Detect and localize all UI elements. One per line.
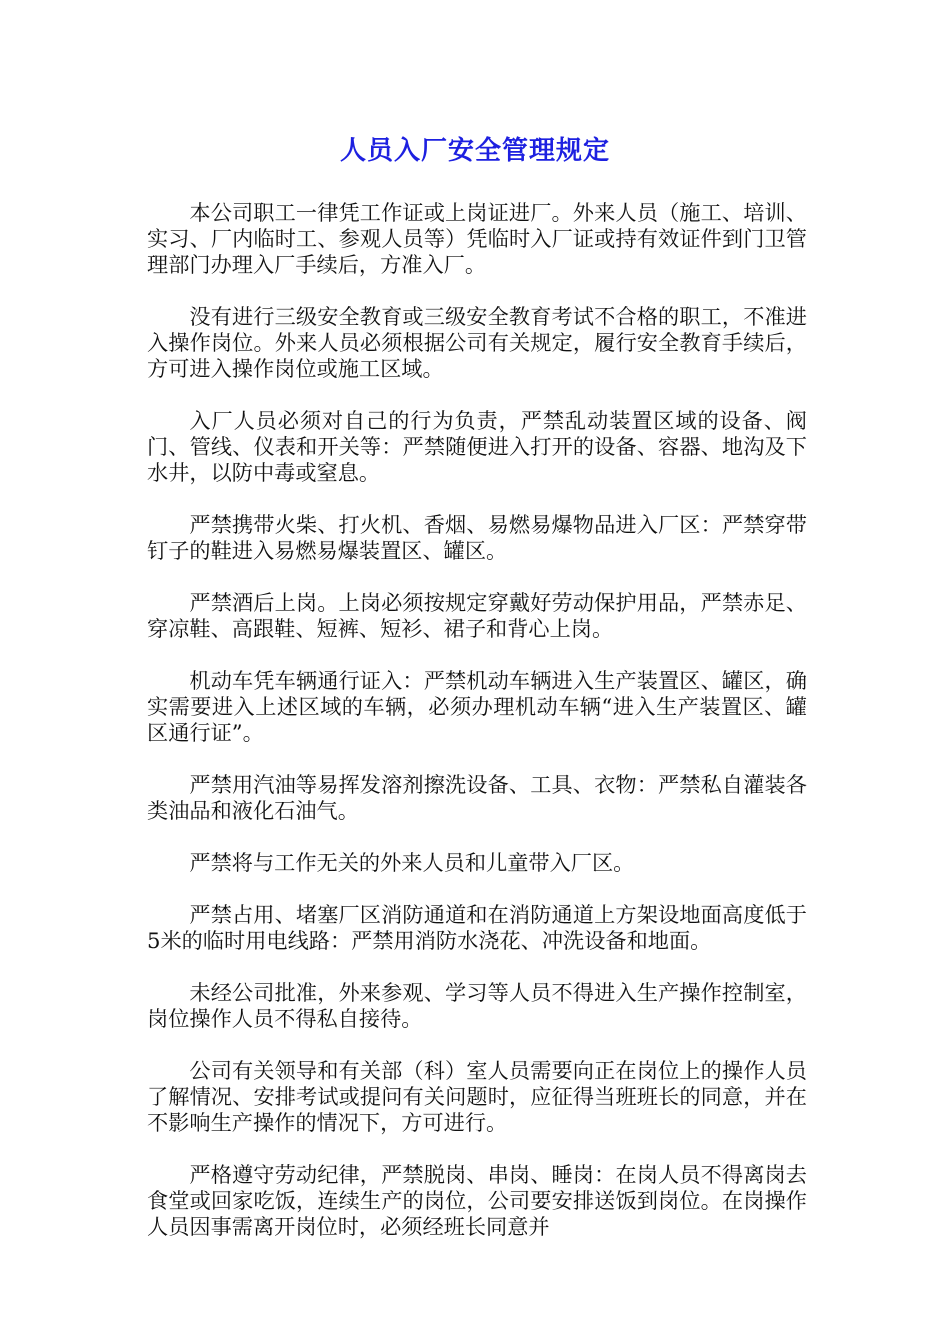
paragraph-3: 入厂人员必须对自己的行为负责，严禁乱动装置区域的设备、阀门、管线、仪表和开关等：严禁随便进入打开的设备、容器、地沟及下水井，以防中毒或窒息。	[147, 408, 807, 485]
paragraph-6: 机动车凭车辆通行证入：严禁机动车辆进入生产装置区、罐区，确实需要进入上述区域的车辆，必须办理机动车辆“进入生产装置区、罐区通行证”。	[147, 668, 807, 745]
paragraph-1: 本公司职工一律凭工作证或上岗证进厂。外来人员（施工、培训、实习、厂内临时工、参观人员等）凭临时入厂证或持有效证件到门卫管理部门办理入厂手续后，方准入厂。	[147, 200, 807, 277]
paragraph-4: 严禁携带火柴、打火机、香烟、易燃易爆物品进入厂区：严禁穿带钉子的鞋进入易燃易爆装置区、罐区。	[147, 512, 807, 563]
paragraph-11: 公司有关领导和有关部（科）室人员需要向正在岗位上的操作人员了解情况、安排考试或提问有关问题时，应征得当班班长的同意，并在不影响生产操作的情况下，方可进行。	[147, 1058, 807, 1135]
paragraph-2: 没有进行三级安全教育或三级安全教育考试不合格的职工，不准进入操作岗位。外来人员必须根据公司有关规定，履行安全教育手续后，方可进入操作岗位或施工区域。	[147, 304, 807, 381]
paragraph-10: 未经公司批准，外来参观、学习等人员不得进入生产操作控制室，岗位操作人员不得私自接待。	[147, 980, 807, 1031]
paragraph-8: 严禁将与工作无关的外来人员和儿童带入厂区。	[189, 850, 635, 875]
paragraph-12: 严格遵守劳动纪律，严禁脱岗、串岗、睡岗：在岗人员不得离岗去食堂或回家吃饭，连续生产的岗位，公司要安排送饭到岗位。在岗操作人员因事需离开岗位时，必须经班长同意并	[147, 1162, 807, 1239]
paragraph-7: 严禁用汽油等易挥发溶剂擦洗设备、工具、衣物：严禁私自灌装各类油品和液化石油气。	[147, 772, 807, 823]
document-body	[147, 200, 807, 1266]
document-title: 人员入厂安全管理规定	[339, 136, 610, 166]
paragraph-5: 严禁酒后上岗。上岗必须按规定穿戴好劳动保护用品，严禁赤足、穿凉鞋、高跟鞋、短裤、短衫、裙子和背心上岗。	[147, 590, 807, 641]
paragraph-9: 严禁占用、堵塞厂区消防通道和在消防通道上方架设地面高度低于5米的临时用电线路：严禁用消防水浇花、冲洗设备和地面。	[147, 902, 807, 953]
